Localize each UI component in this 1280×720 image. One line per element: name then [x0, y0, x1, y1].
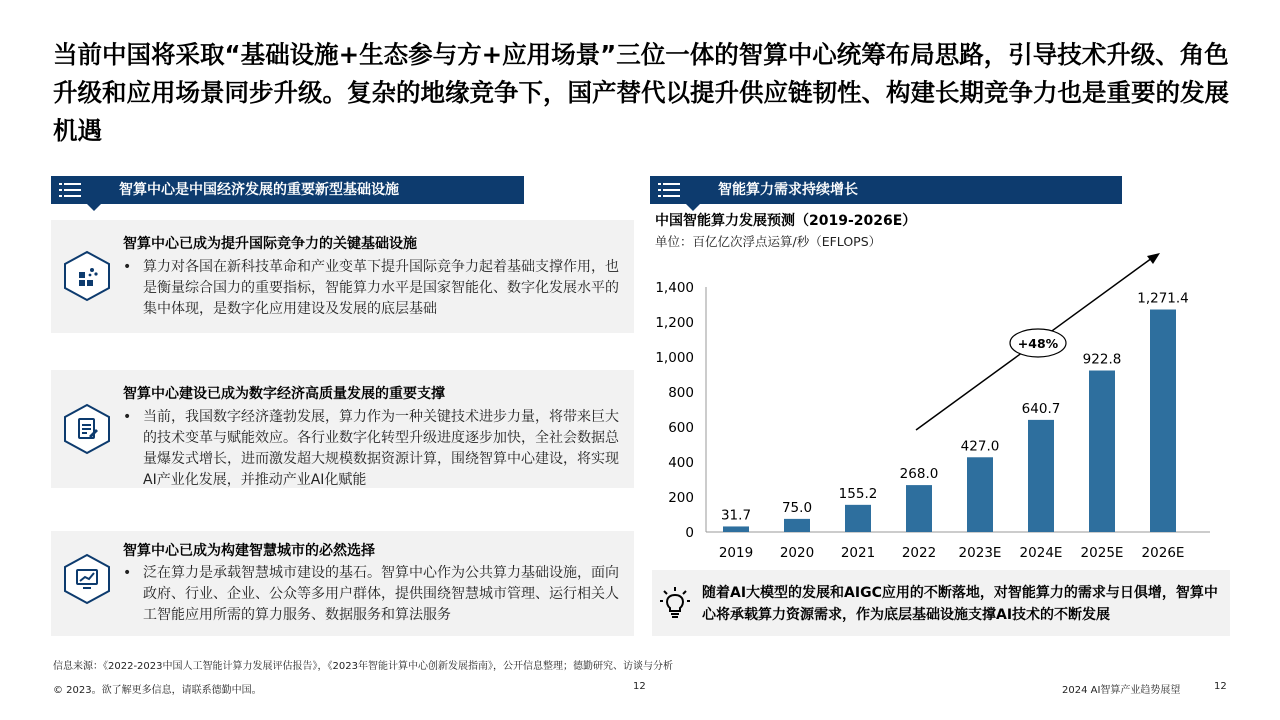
- y-tick-label: 400: [668, 455, 694, 471]
- bar: [1028, 420, 1054, 532]
- compute-forecast-chart: [650, 250, 1230, 568]
- source-note: 信息来源：《2022-2023中国人工智能计算力发展评估报告》，《2023年智能计算中心创新发展指南》，公开信息整理；德勤研究、访谈与分析: [53, 661, 673, 672]
- bar: [1150, 310, 1176, 532]
- chart-unit: 单位：百亿亿次浮点运算/秒（EFLOPS）: [655, 234, 882, 249]
- page-number: 12: [1214, 681, 1227, 692]
- right-section-header: [650, 176, 1122, 204]
- card-digital-economy: [51, 370, 634, 488]
- document-icon: [63, 403, 111, 455]
- copyright: © 2023。欲了解更多信息，请联系德勤中国。: [53, 685, 262, 696]
- x-tick-label: 2025E: [1080, 545, 1124, 561]
- bar-value-label: 1,271.4: [1137, 290, 1189, 307]
- bar-value-label: 640.7: [1021, 400, 1061, 417]
- y-tick-label: 1,200: [655, 315, 694, 331]
- card-title: 智算中心已成为构建智慧城市的必然选择: [123, 543, 375, 559]
- y-tick-label: 200: [668, 490, 694, 506]
- card-body-text: 当前，我国数字经济蓬勃发展，算力作为一种关键技术进步力量，将带来巨大的技术变革与赋能效应。各行业数字化转型升级进度逐步加快，全社会数据总量爆发式增长，进而激发超大规模数据资源计算，围绕智算中心建设，将实现AI产业化发展，并推动产业AI化赋能: [143, 409, 619, 488]
- bar: [1089, 371, 1115, 532]
- left-section-header: [51, 176, 524, 204]
- x-tick-label: 2026E: [1141, 545, 1185, 561]
- bar-value-label: 268.0: [899, 466, 939, 483]
- card-title: 智算中心已成为提升国际竞争力的关键基础设施: [123, 236, 417, 252]
- page-number-center: 12: [633, 681, 646, 692]
- bar: [906, 485, 932, 532]
- bar-value-label: 155.2: [838, 485, 878, 502]
- bar-value-label: 31.7: [720, 507, 752, 524]
- x-tick-label: 2021: [840, 545, 876, 561]
- bar: [967, 457, 993, 532]
- monitor-chart-icon: [63, 553, 111, 605]
- x-tick-label: 2023E: [958, 545, 1002, 561]
- bar-value-label: 427.0: [960, 438, 1000, 455]
- network-blocks-icon: [63, 250, 111, 302]
- card-body-text: 算力对各国在新科技革命和产业变革下提升国际竞争力起着基础支撑作用，也是衡量综合国力的重要指标，智能算力水平是国家智能化、数字化发展水平的集中体现，是数字化应用建设及发展的底层基础: [143, 259, 619, 317]
- card-body: [123, 257, 623, 320]
- y-tick-label: 600: [668, 420, 694, 436]
- y-tick-label: 1,000: [655, 350, 694, 366]
- list-icon: [59, 182, 81, 198]
- chart-title: 中国智能算力发展预测（2019-2026E）: [655, 213, 917, 229]
- list-icon: [658, 182, 680, 198]
- bar: [784, 519, 810, 532]
- bar: [845, 505, 871, 532]
- growth-annotation-label: +48%: [1017, 336, 1059, 351]
- x-tick-label: 2020: [779, 545, 815, 561]
- right-section-title: 智能算力需求持续增长: [718, 182, 858, 198]
- lightbulb-icon: [660, 586, 690, 620]
- card-body: [123, 563, 623, 626]
- card-smart-city: [51, 531, 634, 636]
- bar: [723, 526, 749, 532]
- y-tick-label: 800: [668, 385, 694, 401]
- bullet: •: [123, 259, 132, 275]
- header-pointer: [87, 204, 101, 211]
- left-section-title: 智算中心是中国经济发展的重要新型基础设施: [119, 182, 399, 198]
- bullet: •: [123, 409, 132, 425]
- insight-text: 随着AI大模型的发展和AIGC应用的不断落地，对智能算力的需求与日俱增，智算中心将承载算力资源需求，作为底层基础设施支撑AI技术的不断发展: [702, 585, 1218, 623]
- report-name: 2024 AI智算产业趋势展望: [1062, 685, 1181, 696]
- x-tick-label: 2024E: [1019, 545, 1063, 561]
- y-tick-label: 0: [685, 525, 694, 541]
- growth-arrowhead: [1147, 253, 1160, 264]
- card-body-text: 泛在算力是承载智慧城市建设的基石。智算中心作为公共算力基础设施，面向政府、行业、企业、公众等多用户群体，提供围绕智慧城市管理、运行相关人工智能应用所需的算力服务、数据服务和算法服务: [143, 565, 619, 623]
- x-tick-label: 2022: [901, 545, 937, 561]
- bullet: •: [123, 565, 132, 581]
- page-title: 当前中国将采取“基础设施+生态参与方+应用场景”三位一体的智算中心统筹布局思路，引导技术升级、角色升级和应用场景同步升级。复杂的地缘竞争下，国产替代以提升供应链韧性、构建长期竞争力也是重要的发展机遇: [53, 40, 1229, 145]
- x-tick-label: 2019: [718, 545, 754, 561]
- bar-value-label: 75.0: [781, 499, 813, 516]
- card-body: [123, 407, 623, 491]
- card-international-competitiveness: [51, 220, 634, 333]
- insight-box: [652, 570, 1230, 636]
- card-title: 智算中心建设已成为数字经济高质量发展的重要支撑: [123, 386, 445, 402]
- y-tick-label: 1,400: [655, 280, 694, 296]
- bar-value-label: 922.8: [1082, 351, 1122, 368]
